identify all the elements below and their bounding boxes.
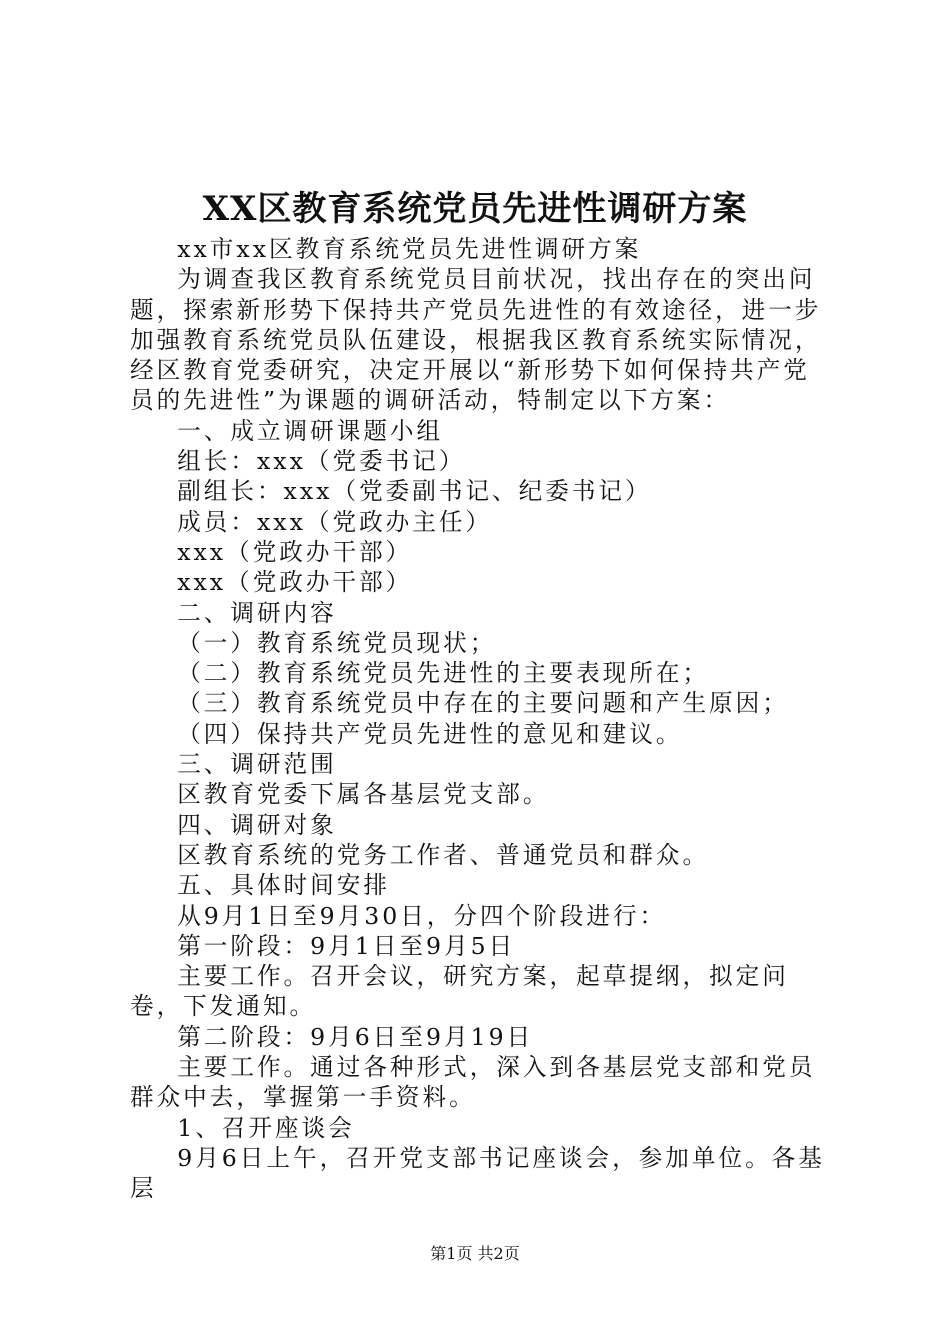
section-heading-4: 四、调研对象	[177, 810, 337, 839]
section-heading-2: 二、调研内容	[177, 598, 337, 627]
paragraph-intro: 为调查我区教育系统党员目前状况，找出存在的突出问题，探索新形势下保持共产党员先进性的有效途径，进一步加强教育系统党员队伍建设，根据我区教育系统实际情况，经区教育党委研究，决定开展以“新形势下如何保持共产党员的先进性”为课题的调研活动，特制定以下方案：	[130, 265, 822, 415]
section-heading-3: 三、调研范围	[177, 750, 337, 779]
paragraph-schedule: 从9月1日至9月30日，分四个阶段进行：	[177, 901, 667, 930]
content-item-4: （四）保持共产党员先进性的意见和建议。	[177, 719, 683, 748]
paragraph-member-2: xxx（党政办干部）	[177, 537, 413, 566]
document-body	[130, 234, 832, 1204]
paragraph-member: 成员：xxx（党政办主任）	[177, 507, 493, 536]
paragraph-meeting: 9月6日上午，召开党支部书记座谈会，参加单位。各基层	[130, 1143, 825, 1203]
paragraph-subtitle: xx市xx区教育系统党员先进性调研方案	[177, 235, 642, 263]
page-number-footer: 第1页 共2页	[430, 1244, 520, 1263]
content-item-1: （一）教育系统党员现状；	[177, 628, 497, 657]
paragraph-deputy-leader: 副组长：xxx（党委副书记、纪委书记）	[177, 477, 652, 506]
section-heading-1: 一、成立调研课题小组	[177, 416, 444, 445]
document-title: XX区教育系统党员先进性调研方案	[202, 189, 748, 229]
section-heading-5: 五、具体时间安排	[177, 871, 390, 900]
content-item-3: （三）教育系统党员中存在的主要问题和产生原因；	[177, 689, 789, 718]
phase-1-heading: 第一阶段：9月1日至9月5日	[177, 931, 516, 960]
phase-1-work: 主要工作。召开会议，研究方案，起草提纲，拟定问卷，下发通知。	[130, 962, 789, 1021]
paragraph-member-3: xxx（党政办干部）	[177, 568, 413, 597]
phase-2-work: 主要工作。通过各种形式，深入到各基层党支部和党员群众中去，掌握第一手资料。	[130, 1053, 816, 1112]
phase-2-heading: 第二阶段：9月6日至9月19日	[177, 1022, 534, 1051]
content-item-2: （二）教育系统党员先进性的主要表现所在；	[177, 659, 710, 688]
paragraph-leader: 组长：xxx（党委书记）	[177, 447, 466, 476]
subsection-heading-1: 1、召开座谈会	[177, 1113, 355, 1142]
paragraph-scope: 区教育党委下属各基层党支部。	[177, 780, 550, 809]
paragraph-targets: 区教育系统的党务工作者、普通党员和群众。	[177, 840, 710, 869]
